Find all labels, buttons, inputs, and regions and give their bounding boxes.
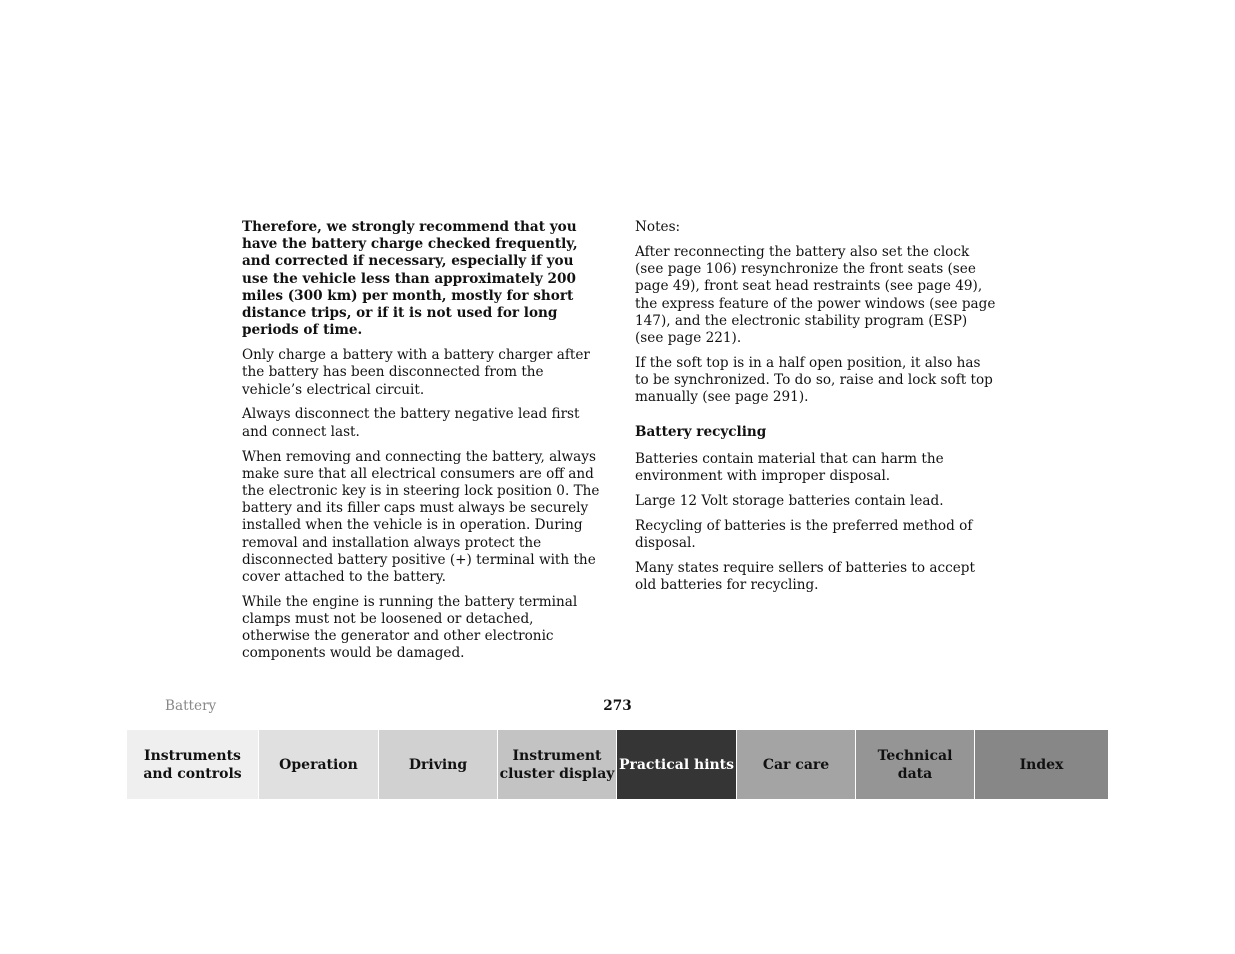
page-number: 273 (603, 698, 632, 714)
notes-label: Notes: (635, 219, 681, 235)
tab-label: Instrument cluster display (499, 747, 615, 782)
paragraph-soft-top: If the soft top is in a half open position, it also has to be synchronized. To do so, raise and lock soft top manually (see page 291). (635, 354, 993, 406)
paragraph-removing-connecting: When removing and connecting the battery, always make sure that all electrical consumers are off and the electronic key is in steering lock position 0. The battery and its filler caps must always be securely installed when the vehicle is in operation. During removal and installation always protect the disconnected battery positive (+) terminal with the cover attached to the battery. (242, 448, 600, 585)
tab-technical-data[interactable] (856, 730, 975, 799)
tab-instrument-cluster-display[interactable] (498, 730, 617, 799)
section-heading-battery-recycling: Battery recycling (635, 424, 767, 441)
tab-index[interactable] (975, 730, 1108, 799)
tab-label: Driving (408, 756, 468, 773)
footer-section-title: Battery (165, 698, 217, 714)
tab-label: Index (1019, 756, 1064, 773)
left-column (242, 219, 604, 670)
tab-driving[interactable] (379, 730, 498, 799)
tab-label: Instruments and controls (143, 747, 242, 782)
paragraph-reconnecting: After reconnecting the battery also set the clock (see page 106) resynchronize the front seats (see page 49), front seat head restraints (see page 49), the express feature of the power windows (see page 147), and the electronic stability program (ESP) (see page 221). (635, 243, 996, 346)
paragraph-charging: Only charge a battery with a battery charger after the battery has been disconnected from the vehicle’s electrical circuit. (242, 347, 590, 398)
tab-label: Operation (279, 756, 358, 773)
tab-operation[interactable] (259, 730, 379, 799)
paragraph-recycling-lead: Large 12 Volt storage batteries contain lead. (635, 492, 944, 509)
tab-practical-hints[interactable] (617, 730, 737, 799)
paragraph-engine-running: While the engine is running the battery terminal clamps must not be loosened or detached, otherwise the generator and other electronic components would be damaged. (242, 593, 578, 662)
tab-car-care[interactable] (737, 730, 856, 799)
tab-label: Technical data (877, 747, 953, 782)
battery-charge-warning: Therefore, we strongly recommend that you have the battery charge checked frequently, and corrected if necessary, especially if you use the vehicle less than approximately 200 miles (300 km) per month, mostly for short distance trips, or if it is not used for long periods of time. (242, 219, 578, 339)
paragraph-recycling-preferred: Recycling of batteries is the preferred method of disposal. (635, 517, 973, 551)
tab-instruments-and-controls[interactable] (127, 730, 259, 799)
paragraph-recycling-states: Many states require sellers of batteries to accept old batteries for recycling. (635, 559, 975, 593)
chapter-nav-tabs (127, 730, 1108, 799)
tab-label: Car care (762, 756, 830, 773)
right-column (635, 219, 997, 602)
paragraph-recycling-harm: Batteries contain material that can harm the environment with improper disposal. (635, 450, 944, 484)
tab-label: Practical hints (618, 756, 735, 773)
paragraph-disconnect-order: Always disconnect the battery negative lead first and connect last. (242, 406, 580, 440)
